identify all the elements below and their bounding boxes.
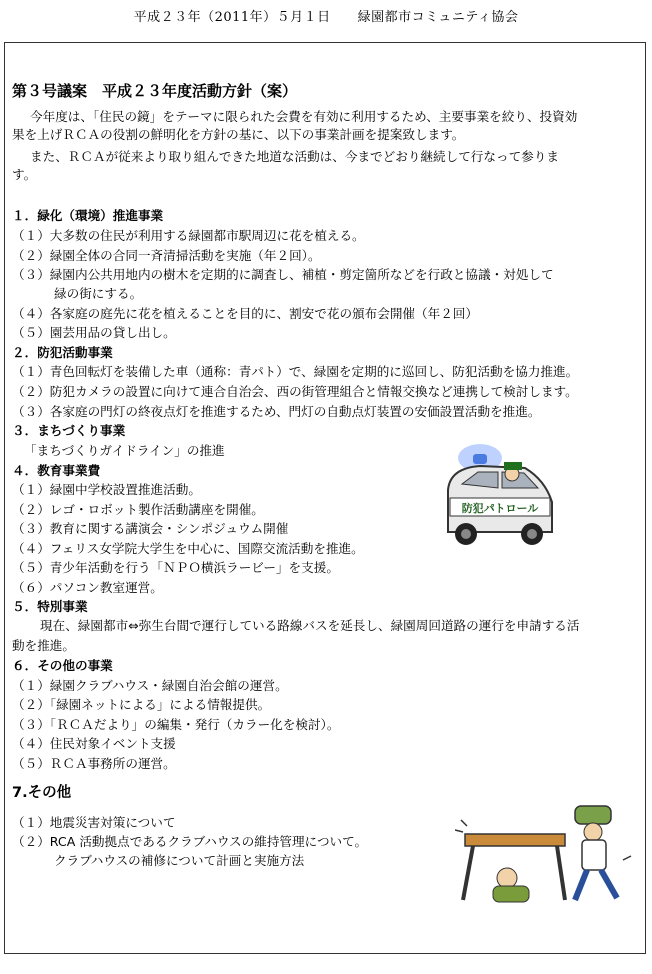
child-body (493, 886, 529, 902)
list-item: （１）緑園クラブハウス・緑園自治会館の運営。 (12, 678, 288, 693)
list-item: （６）パソコン教室運営。 (12, 580, 163, 595)
section-body: 現在、緑園都市⇔弥生台間で運行している路線バスを延長し、緑園周回道路の運行を申請する活 (40, 618, 580, 633)
list-item: （１）地震災害対策について (12, 815, 176, 830)
list-item: （２）レゴ・ロボット製作活動講座を開催。 (12, 502, 264, 517)
document-header: 平成２３年（2011年）５月１日 緑園都市コミュニティ協会 (133, 10, 519, 25)
patrol-car-illustration (440, 440, 560, 550)
list-item: （３）教育に関する講演会・シンポジュウム開催 (12, 521, 289, 536)
list-item: （３）緑園内公共用地内の樹木を定期的に調査し、補植・剪定箇所などを行政と協議・対処して (12, 267, 554, 282)
list-item-continuation: クラブハウスの補修について計画と実施方法 (54, 853, 305, 868)
section-body: 動を推進。 (12, 638, 75, 653)
list-item: （２）防犯カメラの設置に向けて連合自治会、西の街管理組合と情報交換など連携して検討します。 (12, 384, 578, 399)
list-item: （１）緑園中学校設置推進活動。 (12, 482, 201, 497)
list-item: （４）フェリス女学院大学生を中心に、国際交流活動を推進。 (12, 541, 364, 556)
runner-body (582, 840, 606, 870)
siren-light (473, 454, 487, 464)
intro-line: す。 (12, 167, 37, 182)
list-item: （３）各家庭の門灯の終夜点灯を推進するため、門灯の自動点灯装置の安価設置活動を推進。 (12, 404, 541, 419)
list-item: （３）「ＲＣＡだより」の編集・発行（カラー化を検討）。 (12, 717, 340, 732)
cushion (575, 806, 611, 824)
earthquake-drill-illustration (455, 800, 635, 910)
list-item: （５）青少年活動を行う「ＮＰＯ横浜ラービー」を支援。 (12, 560, 339, 575)
list-item-continuation: 緑の街にする。 (54, 286, 143, 301)
section-heading: ４．教育事業費 (12, 463, 101, 478)
document-title: 第３号議案 平成２３年度活動方針（案） (12, 82, 298, 100)
car-label: 防犯パトロール (461, 502, 539, 515)
list-item: （４）各家庭の庭先に花を植えることを目的に、割安で花の頒布会開催（年２回） (12, 306, 478, 321)
list-item: （２）緑園全体の合同一斉清掃活動を実施（年２回）。 (12, 248, 321, 263)
list-item: （５）園芸用品の貸し出し。 (12, 325, 176, 340)
driver-cap (504, 462, 522, 470)
runner-head (584, 823, 602, 841)
child-head (497, 868, 517, 888)
section-body: 「まちづくりガイドライン」の推進 (24, 443, 225, 458)
list-item: （２）RCA 活動拠点であるクラブハウスの維持管理について。 (12, 834, 368, 849)
section-heading: ５．特別事業 (12, 599, 88, 614)
list-item: （１）青色回転灯を装備した車（通称：青パト）で、緑園を定期的に巡回し、防犯活動を協力推進。 (12, 364, 579, 379)
list-item: （２）「緑園ネットによる」による情報提供。 (12, 697, 271, 712)
desk-top (465, 834, 565, 846)
section-heading: ６．その他の事業 (12, 658, 113, 673)
section-heading: ２．防犯活動事業 (12, 345, 113, 360)
intro-line: 今年度は、「住民の鏡」をテーマに限られた会費を有効に利用するため、主要事業を絞り、投資効 (30, 109, 578, 124)
intro-line: 果を上げＲＣＡの役割の鮮明化を方針の基に、以下の事業計画を提案致します。 (12, 127, 465, 142)
list-item: （１）大多数の住民が利用する緑園都市駅周辺に花を植える。 (12, 228, 365, 243)
intro-line: また、ＲＣＡが従来より取り組んできた地道な活動は、今までどおり継続して行なって参りま (30, 149, 559, 164)
section-heading: ３．まちづくり事業 (12, 423, 126, 438)
list-item: （５）ＲＣＡ事務所の運営。 (12, 756, 176, 771)
section-heading: １．緑化（環境）推進事業 (12, 208, 164, 223)
list-item: （４）住民対象イベント支援 (12, 736, 176, 751)
section-heading: 7.その他 (12, 785, 72, 801)
